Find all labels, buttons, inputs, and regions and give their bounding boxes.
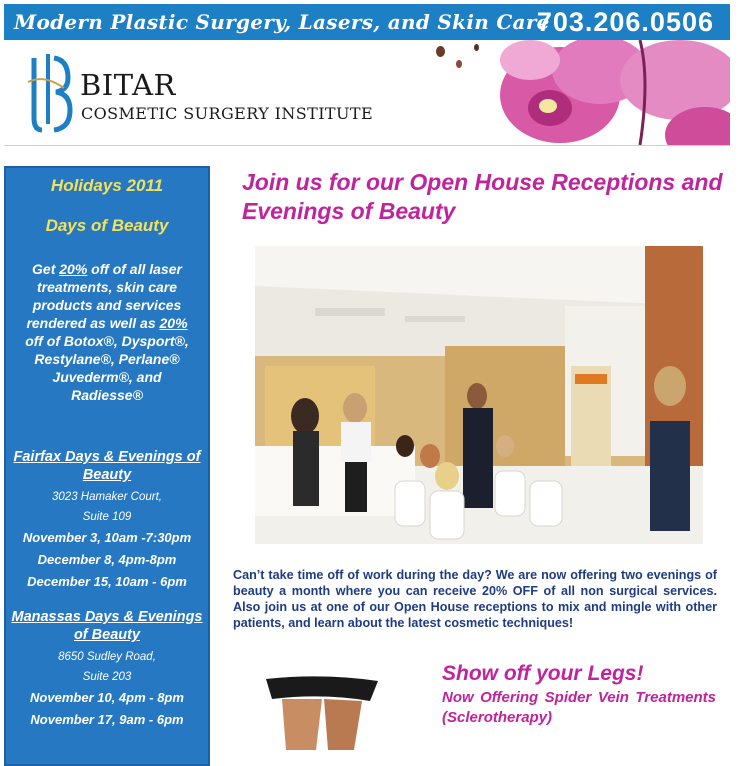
open-house-photo bbox=[255, 246, 703, 544]
logo-icon bbox=[24, 48, 76, 136]
orchid-image bbox=[490, 40, 730, 145]
body-paragraph: Can’t take time off of work during the day? We are now offering two evenings of beauty a month where you can receive 20% OFF of all non surgical services. Also join us at one of our Open House receptions to mix and mingle with other patients, and learn about the latest cosmetic techniques! bbox=[233, 568, 717, 630]
offer-percent: 20% bbox=[159, 315, 188, 331]
event-date: December 15, 10am - 6pm bbox=[27, 574, 187, 589]
event-date: December 8, 4pm-8pm bbox=[37, 552, 177, 567]
sidebar-heading-days-of-beauty: Days of Beauty bbox=[45, 216, 169, 235]
location-suite: Suite 109 bbox=[82, 511, 132, 523]
main-heading: Join us for our Open House Receptions and Evenings of Beauty bbox=[242, 169, 723, 224]
location-title-fairfax[interactable]: Fairfax Days & Evenings of Beauty bbox=[13, 449, 201, 483]
phone-number[interactable]: 703.206.0506 bbox=[536, 7, 714, 37]
petal-decoration bbox=[474, 44, 479, 51]
offer-percent: 20% bbox=[59, 261, 88, 277]
legs-photo bbox=[262, 675, 382, 750]
sidebar-heading-holidays: Holidays 2011 bbox=[50, 176, 164, 195]
event-date: November 10, 4pm - 8pm bbox=[30, 690, 184, 705]
location-title-manassas[interactable]: Manassas Days & Evenings of Beauty bbox=[11, 609, 203, 643]
brand-subtitle: COSMETIC SURGERY INSTITUTE bbox=[81, 104, 374, 123]
logo-banner bbox=[4, 40, 730, 146]
offer-text bbox=[18, 260, 196, 404]
tagline: Modern Plastic Surgery, Lasers, and Skin Care bbox=[14, 10, 550, 34]
legs-heading: Show off your Legs! bbox=[442, 662, 644, 685]
legs-subheading: Now Offering Spider Vein Treatments (Sclerotherapy) bbox=[442, 689, 716, 726]
sidebar-promotions bbox=[4, 166, 210, 766]
offer-text-part: off of Botox®, Dysport®, Restylane®, Perlane® Juvederm®, and Radiesse® bbox=[25, 333, 189, 403]
petal-decoration bbox=[456, 60, 462, 68]
petal-decoration bbox=[436, 46, 445, 57]
event-date: November 3, 10am -7:30pm bbox=[22, 530, 192, 545]
location-address: 3023 Hamaker Court, bbox=[52, 491, 162, 503]
top-banner bbox=[4, 4, 730, 40]
location-suite: Suite 203 bbox=[82, 671, 132, 683]
event-date: November 17, 9am - 6pm bbox=[30, 712, 184, 727]
offer-text-part: off of all laser treatments, skin care products and services rendered as well as bbox=[26, 261, 182, 331]
brand-name: BITAR bbox=[80, 68, 176, 102]
offer-text-part: Get bbox=[32, 261, 60, 277]
location-address: 8650 Sudley Road, bbox=[58, 651, 156, 663]
